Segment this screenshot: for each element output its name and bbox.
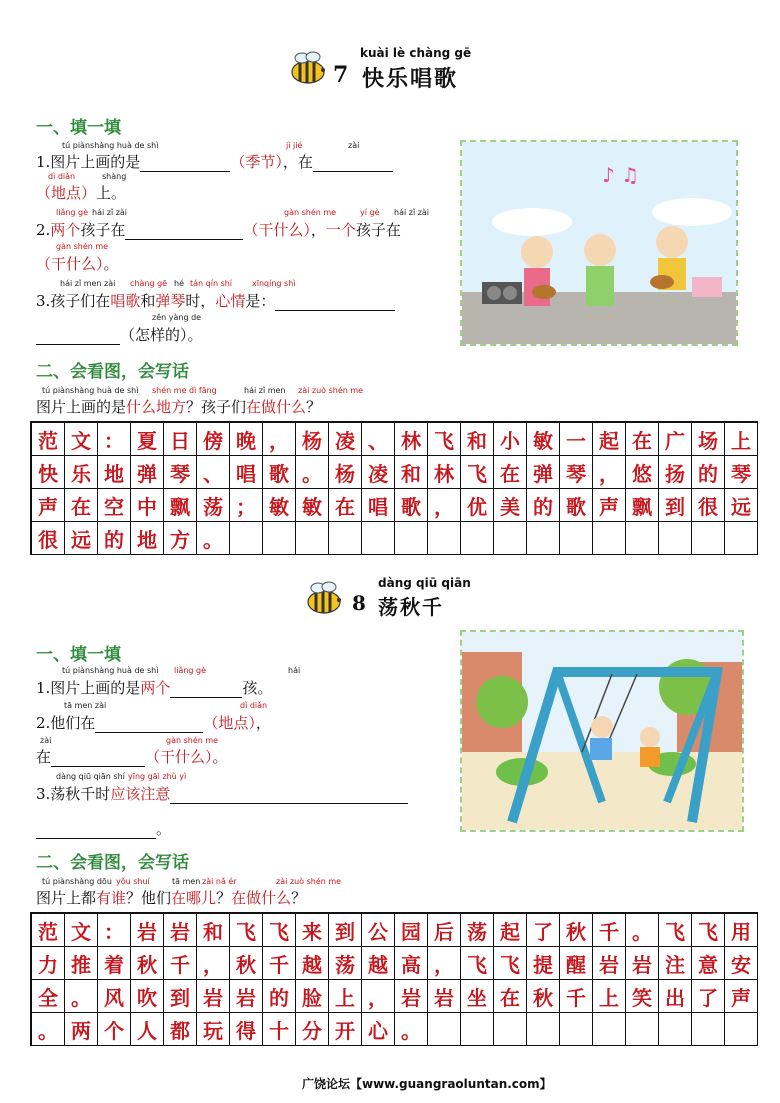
grid-cell[interactable]: 敏 bbox=[296, 489, 329, 522]
answer-blank[interactable] bbox=[36, 330, 120, 345]
grid-cell[interactable]: 和 bbox=[395, 456, 428, 489]
bee-icon bbox=[302, 580, 346, 616]
grid-cell[interactable]: 美 bbox=[494, 489, 527, 522]
grid-cell[interactable]: 越 bbox=[296, 947, 329, 980]
grid-cell[interactable] bbox=[395, 522, 428, 555]
grid-cell[interactable]: 秋 bbox=[131, 947, 164, 980]
grid-cell[interactable] bbox=[428, 522, 461, 555]
grid-cell[interactable]: 在 bbox=[65, 489, 98, 522]
grid-cell[interactable]: 。 bbox=[32, 1013, 65, 1046]
pinyin: dì diǎn bbox=[48, 172, 76, 181]
grid-cell[interactable]: 了 bbox=[692, 980, 725, 1013]
pinyin: dàng qiū qiān shí bbox=[56, 772, 125, 781]
grid-cell[interactable]: 提 bbox=[527, 947, 560, 980]
grid-cell[interactable]: 傍 bbox=[197, 423, 230, 456]
question-2: 2.他们在 （地点）， bbox=[36, 714, 271, 732]
grid-cell[interactable]: 远 bbox=[65, 522, 98, 555]
grid-cell[interactable]: 敏 bbox=[263, 489, 296, 522]
grid-cell[interactable]: ， bbox=[362, 980, 395, 1013]
grid-cell[interactable]: 乐 bbox=[65, 456, 98, 489]
pinyin: gàn shén me bbox=[284, 208, 337, 217]
pinyin: tú piànshàng dōu bbox=[42, 877, 112, 886]
lesson-number: 8 bbox=[352, 591, 368, 615]
grid-cell[interactable]: 上 bbox=[329, 980, 362, 1013]
grid-cell[interactable]: 地 bbox=[131, 522, 164, 555]
pinyin: yīng gāi zhù yì bbox=[128, 772, 187, 781]
pinyin: dì diǎn bbox=[240, 701, 268, 710]
pinyin: zěn yàng de bbox=[152, 313, 202, 322]
pinyin: tú piànshàng huà de shì bbox=[62, 666, 159, 675]
grid-cell[interactable]: 荡 bbox=[329, 947, 362, 980]
swing-illustration bbox=[462, 632, 742, 830]
section-fill-blank: 一、填一填 bbox=[36, 645, 121, 665]
grid-cell[interactable]: 到 bbox=[164, 980, 197, 1013]
pinyin: shén me dì fāng bbox=[152, 386, 217, 395]
grid-cell[interactable]: 岩 bbox=[428, 980, 461, 1013]
grid-cell[interactable]: ， bbox=[593, 456, 626, 489]
grid-cell[interactable]: 推 bbox=[65, 947, 98, 980]
grid-cell[interactable]: 很 bbox=[692, 489, 725, 522]
grid-cell[interactable]: 荡 bbox=[461, 914, 494, 947]
grid-cell[interactable]: 飞 bbox=[494, 947, 527, 980]
pinyin: yí gè bbox=[360, 208, 380, 217]
grid-cell[interactable]: 林 bbox=[428, 456, 461, 489]
answer-blank[interactable] bbox=[95, 718, 203, 733]
grid-cell[interactable] bbox=[626, 1013, 659, 1046]
grid-cell[interactable]: 琴 bbox=[725, 456, 758, 489]
grid-cell[interactable]: 秋 bbox=[230, 947, 263, 980]
grid-cell[interactable]: 空 bbox=[98, 489, 131, 522]
grid-cell[interactable]: 在 bbox=[329, 489, 362, 522]
grid-cell[interactable] bbox=[230, 522, 263, 555]
pinyin: zài bbox=[348, 141, 360, 150]
grid-cell[interactable]: 千 bbox=[593, 914, 626, 947]
writing-grid bbox=[30, 421, 758, 555]
pinyin: tā men bbox=[172, 877, 201, 886]
grid-cell[interactable]: 风 bbox=[98, 980, 131, 1013]
pinyin: tán qín shí bbox=[190, 279, 233, 288]
grid-cell[interactable]: 心 bbox=[362, 1013, 395, 1046]
grid-cell[interactable]: 上 bbox=[593, 980, 626, 1013]
grid-cell[interactable]: 笑 bbox=[626, 980, 659, 1013]
answer-blank[interactable] bbox=[140, 157, 230, 172]
grid-cell[interactable]: 唱 bbox=[362, 489, 395, 522]
grid-cell[interactable]: ： bbox=[98, 423, 131, 456]
pinyin: zài zuò shén me bbox=[298, 386, 364, 395]
grid-cell[interactable]: 一 bbox=[560, 423, 593, 456]
grid-cell[interactable]: 的 bbox=[98, 522, 131, 555]
grid-cell[interactable]: 飞 bbox=[659, 914, 692, 947]
grid-cell[interactable] bbox=[725, 522, 758, 555]
grid-cell[interactable] bbox=[659, 1013, 692, 1046]
pinyin: tú piànshàng huà de shì bbox=[42, 386, 139, 395]
grid-cell[interactable]: 弹 bbox=[131, 456, 164, 489]
grid-cell[interactable]: 晚 bbox=[230, 423, 263, 456]
grid-cell[interactable]: 十 bbox=[263, 1013, 296, 1046]
pinyin: hái zǐ zài bbox=[92, 208, 128, 217]
grid-row bbox=[32, 980, 758, 1013]
grid-cell[interactable]: 注 bbox=[659, 947, 692, 980]
grid-cell[interactable]: 声 bbox=[593, 489, 626, 522]
pinyin: liǎng gè bbox=[174, 666, 207, 675]
grid-cell[interactable]: 都 bbox=[164, 1013, 197, 1046]
grid-cell[interactable]: 飞 bbox=[263, 914, 296, 947]
bee-icon bbox=[286, 50, 330, 86]
grid-cell[interactable]: 到 bbox=[659, 489, 692, 522]
lesson-number: 7 bbox=[333, 62, 351, 88]
grid-cell[interactable]: 两 bbox=[65, 1013, 98, 1046]
answer-blank[interactable] bbox=[313, 157, 393, 172]
grid-cell[interactable]: 凌 bbox=[362, 456, 395, 489]
grid-cell[interactable]: 飞 bbox=[428, 423, 461, 456]
question-1-cont: （地点）上。 bbox=[36, 184, 127, 202]
grid-cell[interactable]: 用 bbox=[725, 914, 758, 947]
grid-cell[interactable]: 意 bbox=[692, 947, 725, 980]
grid-cell[interactable]: 到 bbox=[329, 914, 362, 947]
grid-cell[interactable] bbox=[428, 1013, 461, 1046]
grid-cell[interactable]: 飞 bbox=[461, 947, 494, 980]
grid-cell[interactable]: 杨 bbox=[329, 456, 362, 489]
grid-cell[interactable]: ： bbox=[98, 914, 131, 947]
pinyin: hái zǐ zài bbox=[394, 208, 430, 217]
pinyin: hái zǐ men bbox=[244, 386, 286, 395]
grid-cell[interactable]: ， bbox=[428, 489, 461, 522]
answer-blank[interactable] bbox=[275, 296, 395, 311]
grid-cell[interactable] bbox=[527, 522, 560, 555]
grid-cell[interactable] bbox=[329, 522, 362, 555]
grid-cell[interactable]: 开 bbox=[329, 1013, 362, 1046]
grid-cell[interactable]: 起 bbox=[593, 423, 626, 456]
grid-cell[interactable] bbox=[263, 522, 296, 555]
grid-cell[interactable]: 飘 bbox=[164, 489, 197, 522]
grid-cell[interactable]: 秋 bbox=[560, 914, 593, 947]
grid-cell[interactable]: 小 bbox=[494, 423, 527, 456]
grid-cell[interactable]: 弹 bbox=[527, 456, 560, 489]
grid-cell[interactable]: 的 bbox=[692, 456, 725, 489]
grid-cell[interactable]: 广 bbox=[659, 423, 692, 456]
pinyin: shàng bbox=[102, 172, 127, 181]
grid-cell[interactable]: 琴 bbox=[164, 456, 197, 489]
grid-cell[interactable]: 在 bbox=[494, 980, 527, 1013]
grid-cell[interactable]: 飞 bbox=[461, 456, 494, 489]
page-title: 快乐唱歌 bbox=[362, 66, 459, 92]
grid-cell[interactable]: 了 bbox=[527, 914, 560, 947]
writing-grid bbox=[30, 912, 758, 1046]
writing-prompt: 图片上画的是什么地方？孩子们在做什么？ bbox=[36, 398, 322, 416]
grid-cell[interactable] bbox=[692, 1013, 725, 1046]
question-1: 1.图片上画的是两个 孩。 bbox=[36, 679, 273, 697]
grid-cell[interactable]: 岩 bbox=[131, 914, 164, 947]
pinyin: yǒu shuí bbox=[116, 877, 150, 886]
grid-cell[interactable]: 文 bbox=[65, 423, 98, 456]
grid-cell[interactable] bbox=[494, 1013, 527, 1046]
answer-blank[interactable] bbox=[170, 789, 408, 804]
question-1: 1.图片上画的是 （季节），在 bbox=[36, 151, 393, 172]
grid-cell[interactable]: 唱 bbox=[230, 456, 263, 489]
pinyin: gàn shén me bbox=[56, 242, 109, 251]
question-2-cont: （干什么）。 bbox=[36, 255, 119, 273]
grid-cell[interactable]: 夏 bbox=[131, 423, 164, 456]
grid-cell[interactable]: 林 bbox=[395, 423, 428, 456]
grid-cell[interactable]: 岩 bbox=[164, 914, 197, 947]
grid-cell[interactable]: 千 bbox=[263, 947, 296, 980]
writing-prompt: 图片上都有谁？他们在哪儿？在做什么？ bbox=[36, 889, 307, 907]
grid-cell[interactable]: 优 bbox=[461, 489, 494, 522]
grid-cell[interactable]: 着 bbox=[98, 947, 131, 980]
answer-blank[interactable] bbox=[170, 683, 242, 698]
grid-cell[interactable]: 岩 bbox=[395, 980, 428, 1013]
grid-cell[interactable]: 越 bbox=[362, 947, 395, 980]
grid-cell[interactable]: 飞 bbox=[692, 914, 725, 947]
grid-cell[interactable]: 飞 bbox=[230, 914, 263, 947]
grid-cell[interactable]: 。 bbox=[296, 456, 329, 489]
grid-cell[interactable]: 个 bbox=[98, 1013, 131, 1046]
singing-picture bbox=[460, 140, 738, 346]
section-fill-blank: 一、填一填 bbox=[36, 118, 121, 138]
swing-picture bbox=[460, 630, 744, 832]
grid-cell[interactable]: 歌 bbox=[560, 489, 593, 522]
grid-cell[interactable] bbox=[296, 522, 329, 555]
children-singing-illustration bbox=[462, 142, 736, 344]
pinyin: gàn shén me bbox=[166, 736, 219, 745]
grid-cell[interactable]: 、 bbox=[362, 423, 395, 456]
grid-cell[interactable]: 在 bbox=[494, 456, 527, 489]
grid-row bbox=[32, 947, 758, 980]
grid-cell[interactable]: ， bbox=[263, 423, 296, 456]
grid-cell[interactable]: 安 bbox=[725, 947, 758, 980]
grid-cell[interactable]: 和 bbox=[461, 423, 494, 456]
grid-row bbox=[32, 456, 758, 489]
grid-cell[interactable] bbox=[692, 522, 725, 555]
grid-cell[interactable]: 歌 bbox=[395, 489, 428, 522]
grid-cell[interactable]: 醒 bbox=[560, 947, 593, 980]
grid-cell[interactable] bbox=[626, 522, 659, 555]
grid-cell[interactable]: ， bbox=[428, 947, 461, 980]
grid-cell[interactable]: 秋 bbox=[527, 980, 560, 1013]
grid-cell[interactable]: 远 bbox=[725, 489, 758, 522]
section-look-write: 二、会看图，会写话 bbox=[36, 362, 189, 382]
answer-blank[interactable] bbox=[125, 225, 243, 240]
grid-cell[interactable] bbox=[461, 1013, 494, 1046]
grid-cell[interactable]: 日 bbox=[164, 423, 197, 456]
grid-cell[interactable]: 吹 bbox=[131, 980, 164, 1013]
grid-cell[interactable]: 脸 bbox=[296, 980, 329, 1013]
grid-cell[interactable]: 。 bbox=[197, 522, 230, 555]
grid-cell[interactable]: 千 bbox=[560, 980, 593, 1013]
grid-cell[interactable]: 。 bbox=[626, 914, 659, 947]
grid-cell[interactable]: 高 bbox=[395, 947, 428, 980]
grid-cell[interactable] bbox=[560, 1013, 593, 1046]
answer-blank[interactable] bbox=[51, 752, 145, 767]
pinyin: xīnqíng shì bbox=[252, 279, 296, 288]
pinyin: hái zǐ men zài bbox=[60, 279, 116, 288]
grid-cell[interactable]: 歌 bbox=[263, 456, 296, 489]
title-pinyin: kuài lè chàng gē bbox=[360, 46, 472, 60]
grid-cell[interactable]: 快 bbox=[32, 456, 65, 489]
grid-cell[interactable]: 公 bbox=[362, 914, 395, 947]
grid-cell[interactable]: 飘 bbox=[626, 489, 659, 522]
grid-cell[interactable]: 力 bbox=[32, 947, 65, 980]
grid-cell[interactable]: 、 bbox=[197, 456, 230, 489]
grid-cell[interactable]: 杨 bbox=[296, 423, 329, 456]
pinyin: chàng gē bbox=[130, 279, 168, 288]
grid-cell[interactable]: 悠 bbox=[626, 456, 659, 489]
grid-cell[interactable] bbox=[461, 522, 494, 555]
grid-cell[interactable]: 分 bbox=[296, 1013, 329, 1046]
grid-cell[interactable]: 敏 bbox=[527, 423, 560, 456]
grid-cell[interactable]: 凌 bbox=[329, 423, 362, 456]
title-pinyin: dàng qiū qiān bbox=[378, 576, 471, 590]
question-3-cont: 。 bbox=[36, 818, 171, 839]
grid-cell[interactable]: 声 bbox=[725, 980, 758, 1013]
grid-cell[interactable]: 声 bbox=[32, 489, 65, 522]
grid-cell[interactable] bbox=[593, 522, 626, 555]
grid-cell[interactable]: 来 bbox=[296, 914, 329, 947]
grid-cell[interactable]: 起 bbox=[494, 914, 527, 947]
grid-cell[interactable]: 。 bbox=[395, 1013, 428, 1046]
grid-cell[interactable]: 荡 bbox=[197, 489, 230, 522]
answer-blank[interactable] bbox=[36, 824, 156, 839]
page-title: 荡秋千 bbox=[378, 595, 444, 619]
grid-cell[interactable]: 在 bbox=[626, 423, 659, 456]
grid-cell[interactable]: ； bbox=[230, 489, 263, 522]
pinyin: hái bbox=[288, 666, 301, 675]
grid-cell[interactable]: 岩 bbox=[230, 980, 263, 1013]
grid-cell[interactable] bbox=[362, 522, 395, 555]
pinyin: zài zuò shén me bbox=[276, 877, 342, 886]
grid-cell[interactable] bbox=[725, 1013, 758, 1046]
grid-cell[interactable]: 园 bbox=[395, 914, 428, 947]
pinyin: jì jié bbox=[286, 141, 303, 150]
grid-cell[interactable]: 和 bbox=[197, 914, 230, 947]
grid-cell[interactable]: 岩 bbox=[593, 947, 626, 980]
grid-row bbox=[32, 914, 758, 947]
grid-cell[interactable]: 文 bbox=[65, 914, 98, 947]
grid-cell[interactable]: 方 bbox=[164, 522, 197, 555]
grid-cell[interactable]: 的 bbox=[527, 489, 560, 522]
grid-row bbox=[32, 522, 758, 555]
grid-cell[interactable] bbox=[560, 522, 593, 555]
pinyin: liǎng gè bbox=[56, 208, 89, 217]
grid-cell[interactable]: 。 bbox=[65, 980, 98, 1013]
footer-source: 广饶论坛【www.guangraoluntan.com】 bbox=[302, 1077, 552, 1091]
question-2-cont: 在 （干什么）。 bbox=[36, 748, 228, 766]
grid-cell[interactable]: 岩 bbox=[626, 947, 659, 980]
question-2: 2.两个孩子在 （干什么），一个孩子在 bbox=[36, 221, 401, 239]
grid-cell[interactable]: 地 bbox=[98, 456, 131, 489]
grid-cell[interactable] bbox=[494, 522, 527, 555]
grid-cell[interactable]: 出 bbox=[659, 980, 692, 1013]
grid-cell[interactable] bbox=[593, 1013, 626, 1046]
question-3-cont: （怎样的）。 bbox=[36, 324, 203, 345]
grid-cell[interactable]: 全 bbox=[32, 980, 65, 1013]
grid-row bbox=[32, 489, 758, 522]
grid-cell[interactable]: 人 bbox=[131, 1013, 164, 1046]
grid-row bbox=[32, 423, 758, 456]
grid-cell[interactable]: 的 bbox=[263, 980, 296, 1013]
grid-cell[interactable]: 场 bbox=[692, 423, 725, 456]
grid-cell[interactable]: 玩 bbox=[197, 1013, 230, 1046]
grid-cell[interactable]: 上 bbox=[725, 423, 758, 456]
grid-cell[interactable]: 后 bbox=[428, 914, 461, 947]
question-3: 3.孩子们在唱歌和弹琴时，心情是： bbox=[36, 290, 395, 311]
grid-cell[interactable]: ， bbox=[197, 947, 230, 980]
question-3: 3.荡秋千时应该注意 bbox=[36, 783, 408, 804]
pinyin: tā men zài bbox=[64, 701, 107, 710]
pinyin: zài bbox=[40, 736, 52, 745]
grid-cell[interactable]: 很 bbox=[32, 522, 65, 555]
grid-cell[interactable]: 范 bbox=[32, 423, 65, 456]
grid-cell[interactable]: 千 bbox=[164, 947, 197, 980]
grid-cell[interactable]: 扬 bbox=[659, 456, 692, 489]
section-look-write: 二、会看图，会写话 bbox=[36, 853, 189, 873]
svg-text:♪ ♫: ♪ ♫ bbox=[602, 163, 640, 187]
grid-cell[interactable] bbox=[659, 522, 692, 555]
pinyin: zài nǎ ér bbox=[202, 877, 237, 886]
grid-cell[interactable]: 范 bbox=[32, 914, 65, 947]
grid-cell[interactable]: 中 bbox=[131, 489, 164, 522]
pinyin: hé bbox=[174, 279, 184, 288]
grid-cell[interactable] bbox=[527, 1013, 560, 1046]
grid-cell[interactable]: 坐 bbox=[461, 980, 494, 1013]
grid-cell[interactable]: 岩 bbox=[197, 980, 230, 1013]
pinyin: tú piànshàng huà de shì bbox=[62, 141, 159, 150]
grid-cell[interactable]: 得 bbox=[230, 1013, 263, 1046]
grid-cell[interactable]: 琴 bbox=[560, 456, 593, 489]
grid-row bbox=[32, 1013, 758, 1046]
